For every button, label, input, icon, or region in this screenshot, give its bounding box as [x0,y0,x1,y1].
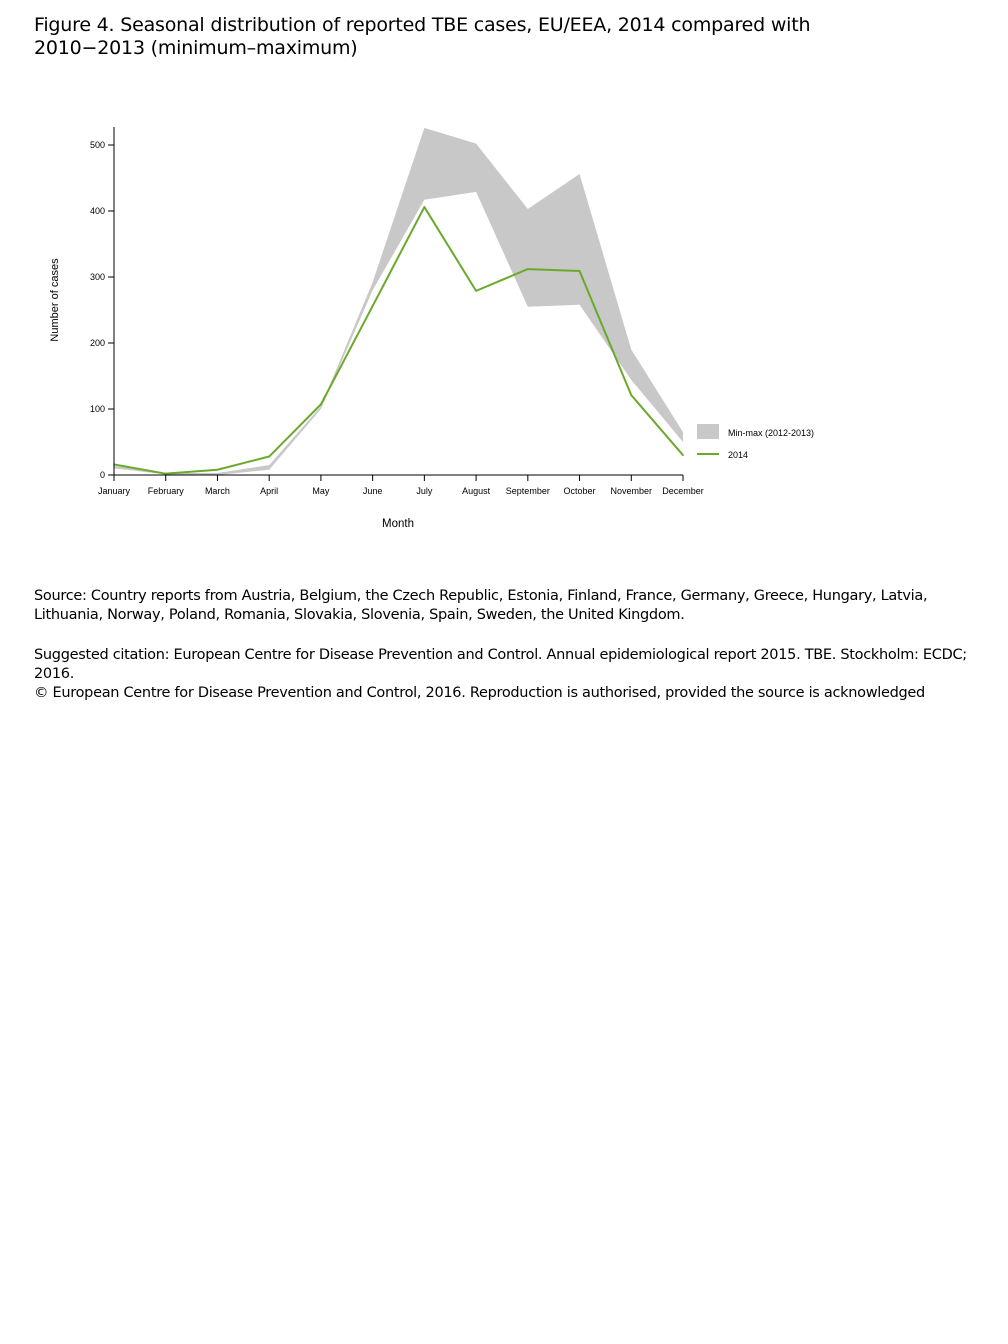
figure-title-line-2: 2010−2013 (minimum–maximum) [34,37,358,59]
x-tick-label-august: August [462,486,491,496]
x-tick-label-january: January [97,486,131,496]
point-2014-april [268,456,270,458]
point-2014-july [424,206,426,208]
legend-label-2014: 2014 [728,450,749,460]
copyright-note: © European Centre for Disease Prevention and Control, 2016. Reproduction is authorised, provided the source is acknowledged [34,685,925,701]
point-2014-september [527,268,529,270]
y-tick-label-200: 200 [89,338,105,348]
legend [697,424,814,460]
x-tick-label-december: December [662,486,704,496]
y-axis-label: Number of cases [49,258,61,342]
point-2014-november [630,394,632,396]
band-layer [114,128,683,475]
seasonal-chart [0,0,1008,560]
legend-label-min-max: Min-max (2012-2013) [728,428,815,438]
point-2014-march [217,469,219,471]
y-tick-label-300: 300 [89,272,105,282]
x-tick-label-september: September [505,486,550,496]
suggested-citation: Suggested citation: European Centre for Disease Prevention and Control. Annual epidemiological report 2015. TBE. Stockholm: ECDC; 2016. [34,647,967,682]
x-tick-label-october: October [563,486,596,496]
point-2014-october [579,270,581,272]
x-tick-label-november: November [610,486,653,496]
legend-swatch-min-max [697,424,719,439]
point-2014-may [320,404,322,406]
figure-title-line-1: Figure 4. Seasonal distribution of reported TBE cases, EU/EEA, 2014 compared with [34,14,811,36]
x-tick-label-may: May [312,486,330,496]
point-2014-june [372,305,374,307]
x-tick-label-april: April [260,486,279,496]
point-2014-december [682,454,684,456]
y-tick-label-400: 400 [89,206,105,216]
x-tick-label-july: July [416,486,433,496]
x-axis-label: Month [382,518,414,530]
y-tick-label-0: 0 [99,470,105,480]
point-2014-august [475,290,477,292]
y-tick-label-500: 500 [89,140,105,150]
point-2014-february [165,473,167,475]
x-tick-label-march: March [204,486,230,496]
y-tick-label-100: 100 [89,404,105,414]
min-max-band [114,128,683,475]
source-note: Source: Country reports from Austria, Belgium, the Czech Republic, Estonia, Finland, France, Germany, Greece, Hungary, Latvia, Lithuania, Norway, Poland, Romania, Slovakia, Slovenia, Spain, Sweden, the United Kingdom. [34,588,928,623]
x-tick-label-february: February [147,486,184,496]
x-tick-label-june: June [362,486,383,496]
